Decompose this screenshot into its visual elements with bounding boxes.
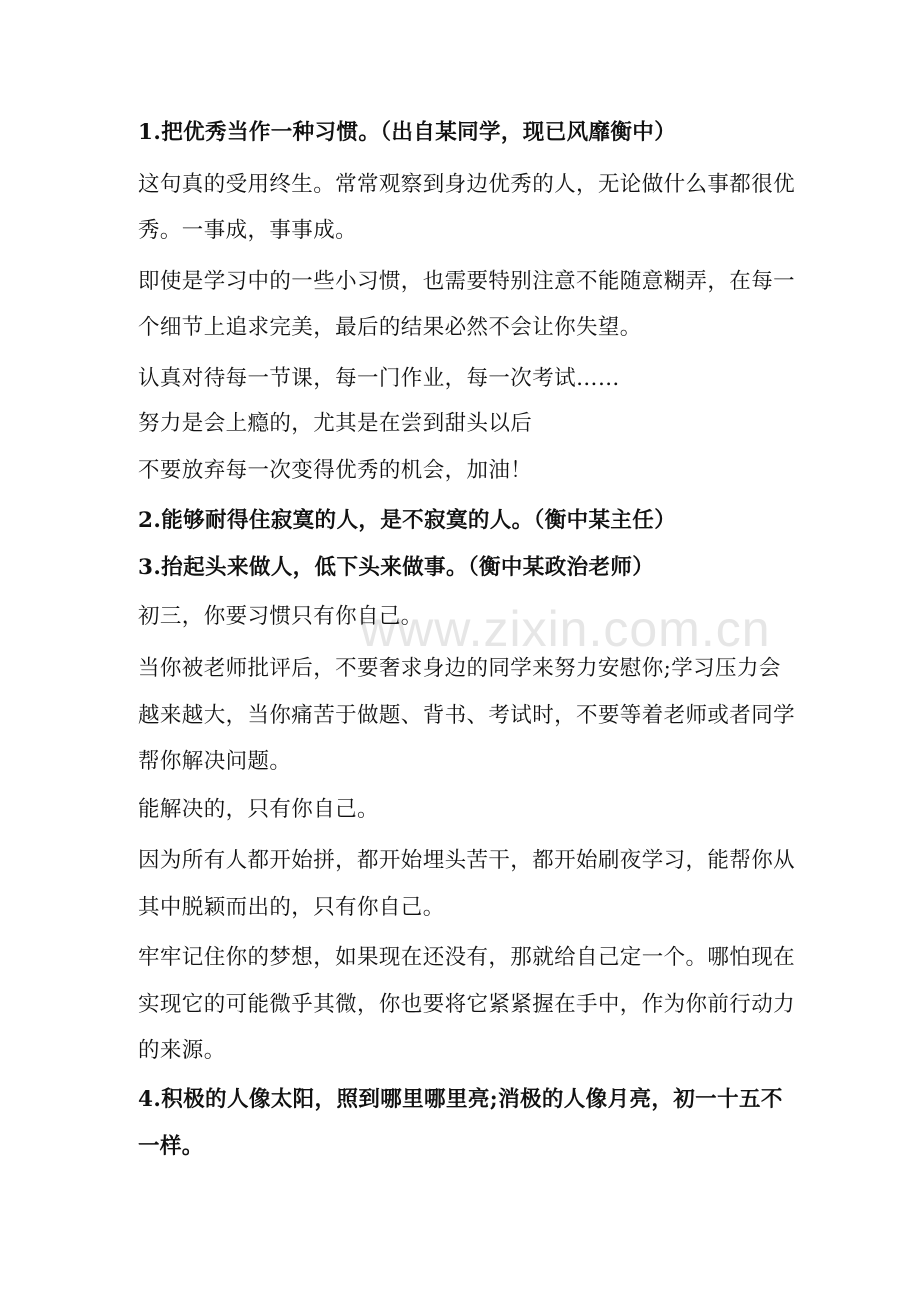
heading-3: 3.抬起头来做人，低下头来做事。（衡中某政治老师）: [138, 555, 655, 580]
paragraph-line: 不要放弃每一次变得优秀的机会，加油！: [138, 458, 533, 483]
paragraph-line: 越来越大，当你痛苦于做题、背书、考试时，不要等着老师或者同学: [138, 703, 796, 728]
paragraph-line: 努力是会上瘾的，尤其是在尝到甜头以后: [138, 411, 533, 436]
heading-4: 4.积极的人像太阳，照到哪里哪里亮;消极的人像月亮，初一十五不: [138, 1087, 783, 1112]
paragraph-line: 当你被老师批评后，不要奢求身边的同学来努力安慰你;学习压力会: [138, 656, 781, 681]
paragraph-line: 因为所有人都开始拼，都开始埋头苦干，都开始刷夜学习，能帮你从: [138, 848, 796, 873]
paragraph-line: 初三，你要习惯只有你自己。: [138, 604, 423, 629]
paragraph-line: 其中脱颖而出的，只有你自己。: [138, 895, 445, 920]
paragraph-line: 这句真的受用终生。常常观察到身边优秀的人，无论做什么事都很优: [138, 172, 796, 197]
paragraph-line: 实现它的可能微乎其微，你也要将它紧紧握在手中，作为你前行动力: [138, 992, 796, 1017]
paragraph-line: 认真对待每一节课，每一门作业，每一次考试……: [138, 366, 620, 391]
heading-1: 1.把优秀当作一种习惯。（出自某同学，现已风靡衡中）: [138, 120, 677, 145]
paragraph-line: 秀。一事成，事事成。: [138, 218, 358, 243]
watermark: www.zixin.com.cn: [360, 601, 771, 657]
paragraph-line: 即使是学习中的一些小习惯，也需要特别注意不能随意糊弄，在每一: [138, 269, 796, 294]
heading-4-continued: 一样。: [138, 1134, 204, 1159]
paragraph-line: 的来源。: [138, 1038, 226, 1063]
paragraph-line: 能解决的，只有你自己。: [138, 797, 379, 822]
paragraph-line: 个细节上追求完美，最后的结果必然不会让你失望。: [138, 315, 642, 340]
heading-2: 2.能够耐得住寂寞的人，是不寂寞的人。（衡中某主任）: [138, 508, 677, 533]
paragraph-line: 牢牢记住你的梦想，如果现在还没有，那就给自己定一个。哪怕现在: [138, 945, 796, 970]
paragraph-line: 帮你解决问题。: [138, 749, 292, 774]
